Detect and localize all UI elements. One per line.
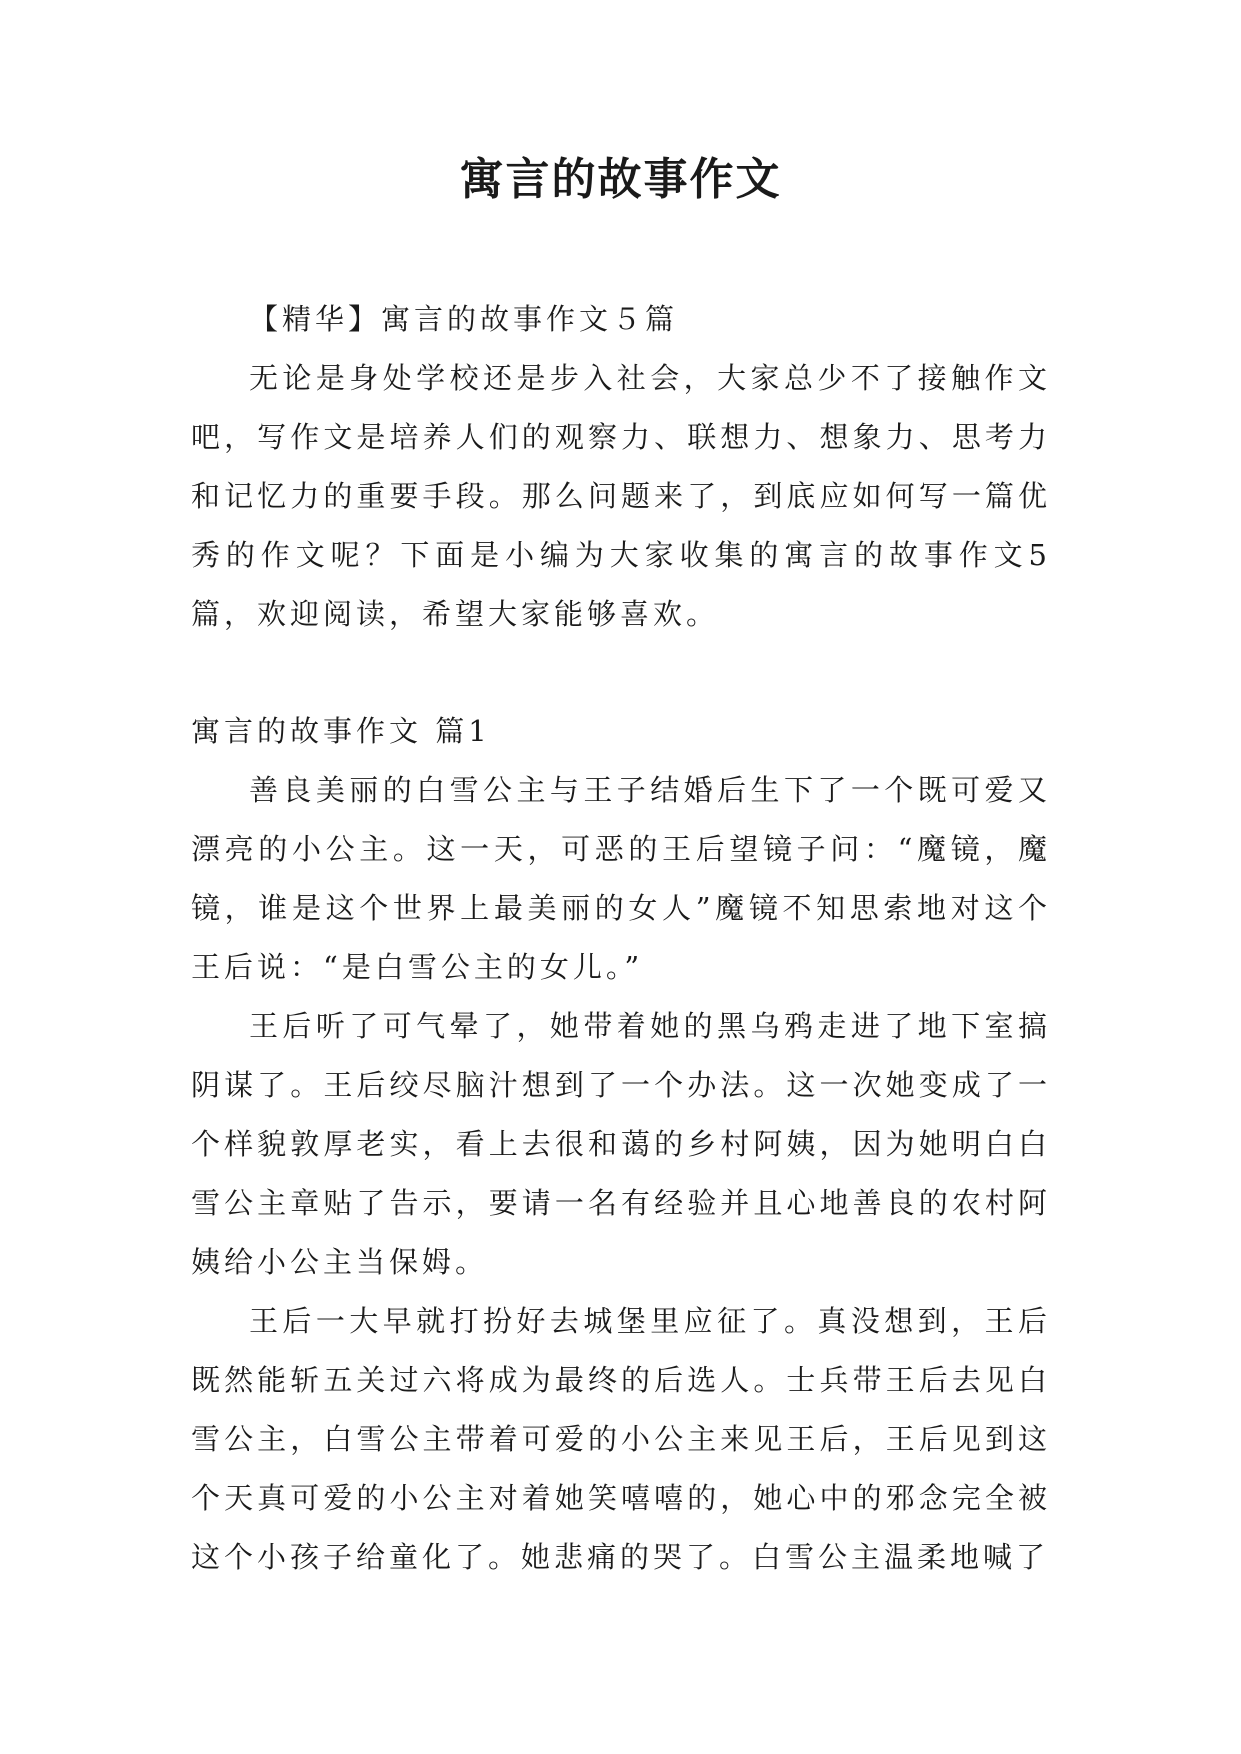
document-subtitle: 【精华】寓言的故事作文５篇 [249, 302, 679, 336]
document-body [191, 290, 1051, 1587]
intro-paragraph: 无论是身处学校还是步入社会，大家总少不了接触作文吧，写作文是培养人们的观察力、联想力、想象力、思考力和记忆力的重要手段。那么问题来了，到底应如何写一篇优秀的作文呢？下面是小编为大家收集的寓言的故事作文5篇，欢迎阅读，希望大家能够喜欢。 [191, 361, 1051, 631]
story-paragraph: 王后听了可气晕了，她带着她的黑乌鸦走进了地下室搞阴谋了。王后绞尽脑汁想到了一个办法。这一次她变成了一个样貌敦厚老实，看上去很和蔼的乡村阿姨，因为她明白白雪公主章贴了告示，要请一名有经验并且心地善良的农村阿姨给小公主当保姆。 [191, 1009, 1051, 1279]
story-paragraph: 王后一大早就打扮好去城堡里应征了。真没想到，王后既然能斩五关过六将成为最终的后选人。士兵带王后去见白雪公主，白雪公主带着可爱的小公主来见王后，王后见到这个天真可爱的小公主对着她笑嘻嘻的，她心中的邪念完全被这个小孩子给童化了。她悲痛的哭了。白雪公主温柔地喊了 [191, 1304, 1051, 1574]
story-paragraph: 善良美丽的白雪公主与王子结婚后生下了一个既可爱又漂亮的小公主。这一天，可恶的王后望镜子问：“魔镜，魔镜，谁是这个世界上最美丽的女人”魔镜不知思索地对这个王后说：“是白雪公主的女儿。” [191, 773, 1051, 984]
section-heading: 寓言的故事作文 篇1 [191, 714, 491, 748]
document-title: 寓言的故事作文 [459, 154, 782, 205]
